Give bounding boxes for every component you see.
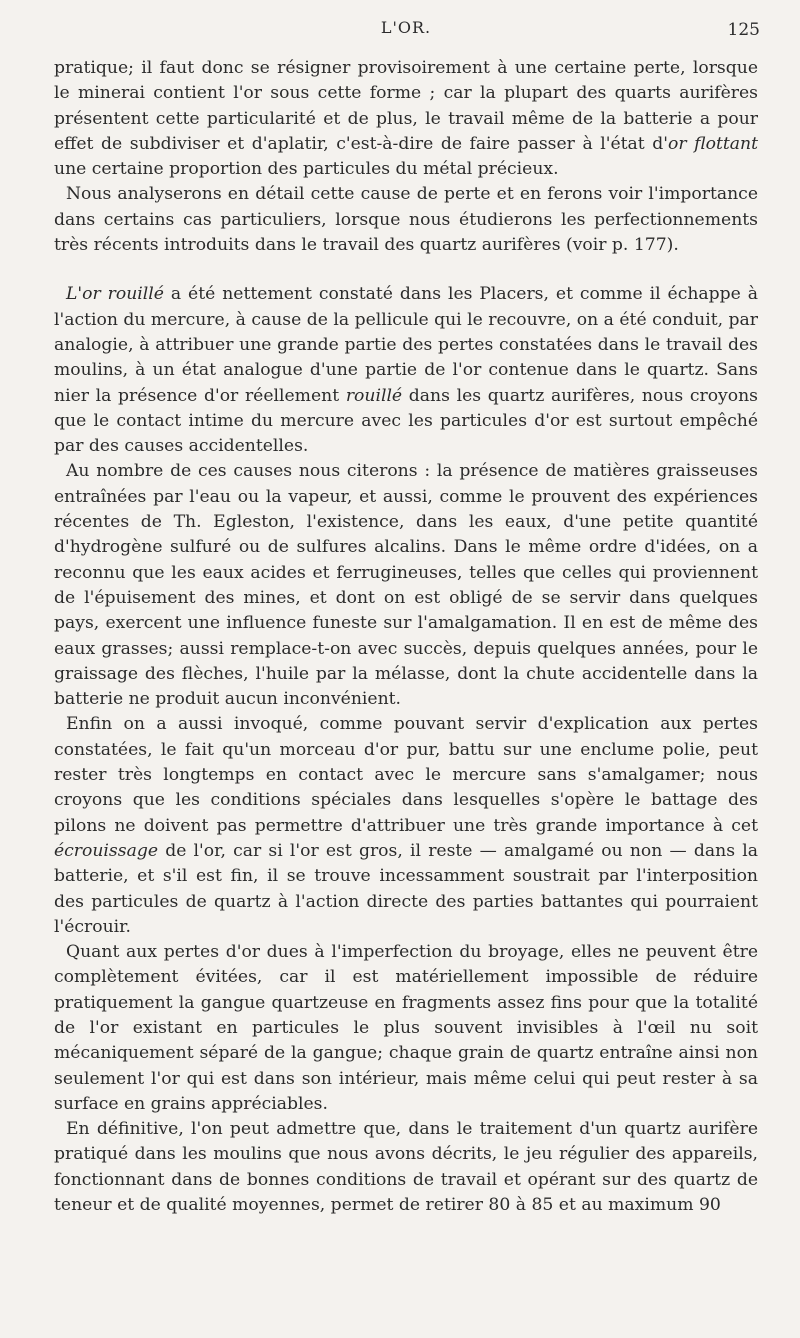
italic-term-or-rouille: L'or rouillé (66, 284, 164, 305)
text-run: une certaine proportion des particules du métal précieux. (54, 159, 559, 180)
paragraph (54, 712, 758, 940)
text-run: Enfin on a aussi invoqué, comme pouvant servir d'explication aux pertes constatées, le fait qu'un morceau d'or pur, battu sur une enclume polie, peut rester très longtemps en contact avec le mercure sans s'amalgamer; nous croyons que les conditions spéciales dans lesquelles s'opère le battage des pilons ne doivent pas permettre d'attribuer une très grande importance à cet (54, 714, 758, 836)
page-number: 125 (727, 20, 760, 40)
paragraph: En définitive, l'on peut admettre que, dans le traitement d'un quartz aurifère pratiqué dans les moulins que nous avons décrits, le jeu régulier des appareils, fonctionnant dans de bonnes conditions de travail et opérant sur des quartz de teneur et de qualité moyennes, permet de retirer 80 à 85 et au maximum 90 (54, 1119, 758, 1216)
italic-term-rouille: rouillé (345, 385, 403, 406)
paragraph (54, 282, 758, 459)
text-run: de l'or, car si l'or est gros, il reste — amalgamé ou non — dans la batterie, et s'il est fin, il se trouve incessamment soustrait par l'interposition des particules de quartz à l'action directe des parties battantes qui pourraient l'écrouir. (54, 840, 758, 937)
paragraph: Quant aux pertes d'or dues à l'imperfection du broyage, elles ne peuvent être complètement évitées, car il est matériellement impossible de réduire pratiquement la gangue quartzeuse en fragments assez fins pour que la totalité de l'or existant en particules le plus souvent invisibles à l'œil nu soit mécaniquement séparé de la gangue; chaque grain de quartz entraîne ainsi non seulement l'or qui est dans son intérieur, mais même celui qui peut rester à sa surface en grains appréciables. (54, 942, 758, 1114)
running-title: L'OR. (380, 18, 432, 37)
paragraph: Au nombre de ces causes nous citerons : la présence de matières graisseuses entraînées par l'eau ou la vapeur, et aussi, comme le prouvent des expériences récentes de Th. Egleston, l'existence, dans les eaux, d'une petite quantité d'hydrogène sulfuré ou de sulfures alcalins. Dans le même ordre d'idées, on a reconnu que les eaux acides et ferrugineuses, telles que celles qui proviennent de l'épuisement des mines, et dont on est obligé de se servir dans quelques pays, exercent une influence funeste sur l'amalgamation. Il en est de même des eaux grasses; aussi remplace-t-on avec succès, depuis quelques années, pour le graissage des flèches, l'huile par la mélasse, dont la chute accidentelle dans la batterie ne produit aucun inconvénient. (54, 461, 758, 710)
italic-term-ecrouissage: écrouissage (54, 840, 158, 861)
text-run: pratique; il faut donc se résigner provisoirement à une certaine perte, lorsque le minerai contient l'or sous cette forme ; car la plupart des quarts aurifères présentent cette particularité et de plus, le travail même de la batterie a pour effet de subdiviser et d'aplatir, c'est-à-dire de faire passer à l'état d' (54, 58, 758, 154)
paragraph: Nous analyserons en détail cette cause de perte et en ferons voir l'importance dans certains cas particuliers, lorsque nous étudierons les perfectionnements très récents introduits dans le travail des quartz aurifères (voir p. 177). (54, 184, 758, 256)
body-text (54, 56, 758, 1218)
page-header (52, 18, 760, 42)
text-run: dans les quartz aurifères, nous croyons que le contact intime du mercure avec les particules d'or est surtout empêché par des causes accidentelles. (54, 385, 758, 457)
italic-term-or-flottant: or flottant (668, 133, 758, 154)
text-run: a été nettement constaté dans les Placers, et comme il échappe à l'action du mercure, à cause de la pellicule qui le recouvre, on a été conduit, par analogie, à attribuer une grande partie des pertes constatées dans le travail des moulins, à un état analogue d'une partie de l'or contenue dans le quartz. Sans nier la présence d'or réellement (54, 284, 758, 406)
paragraph-continuation (54, 56, 758, 182)
